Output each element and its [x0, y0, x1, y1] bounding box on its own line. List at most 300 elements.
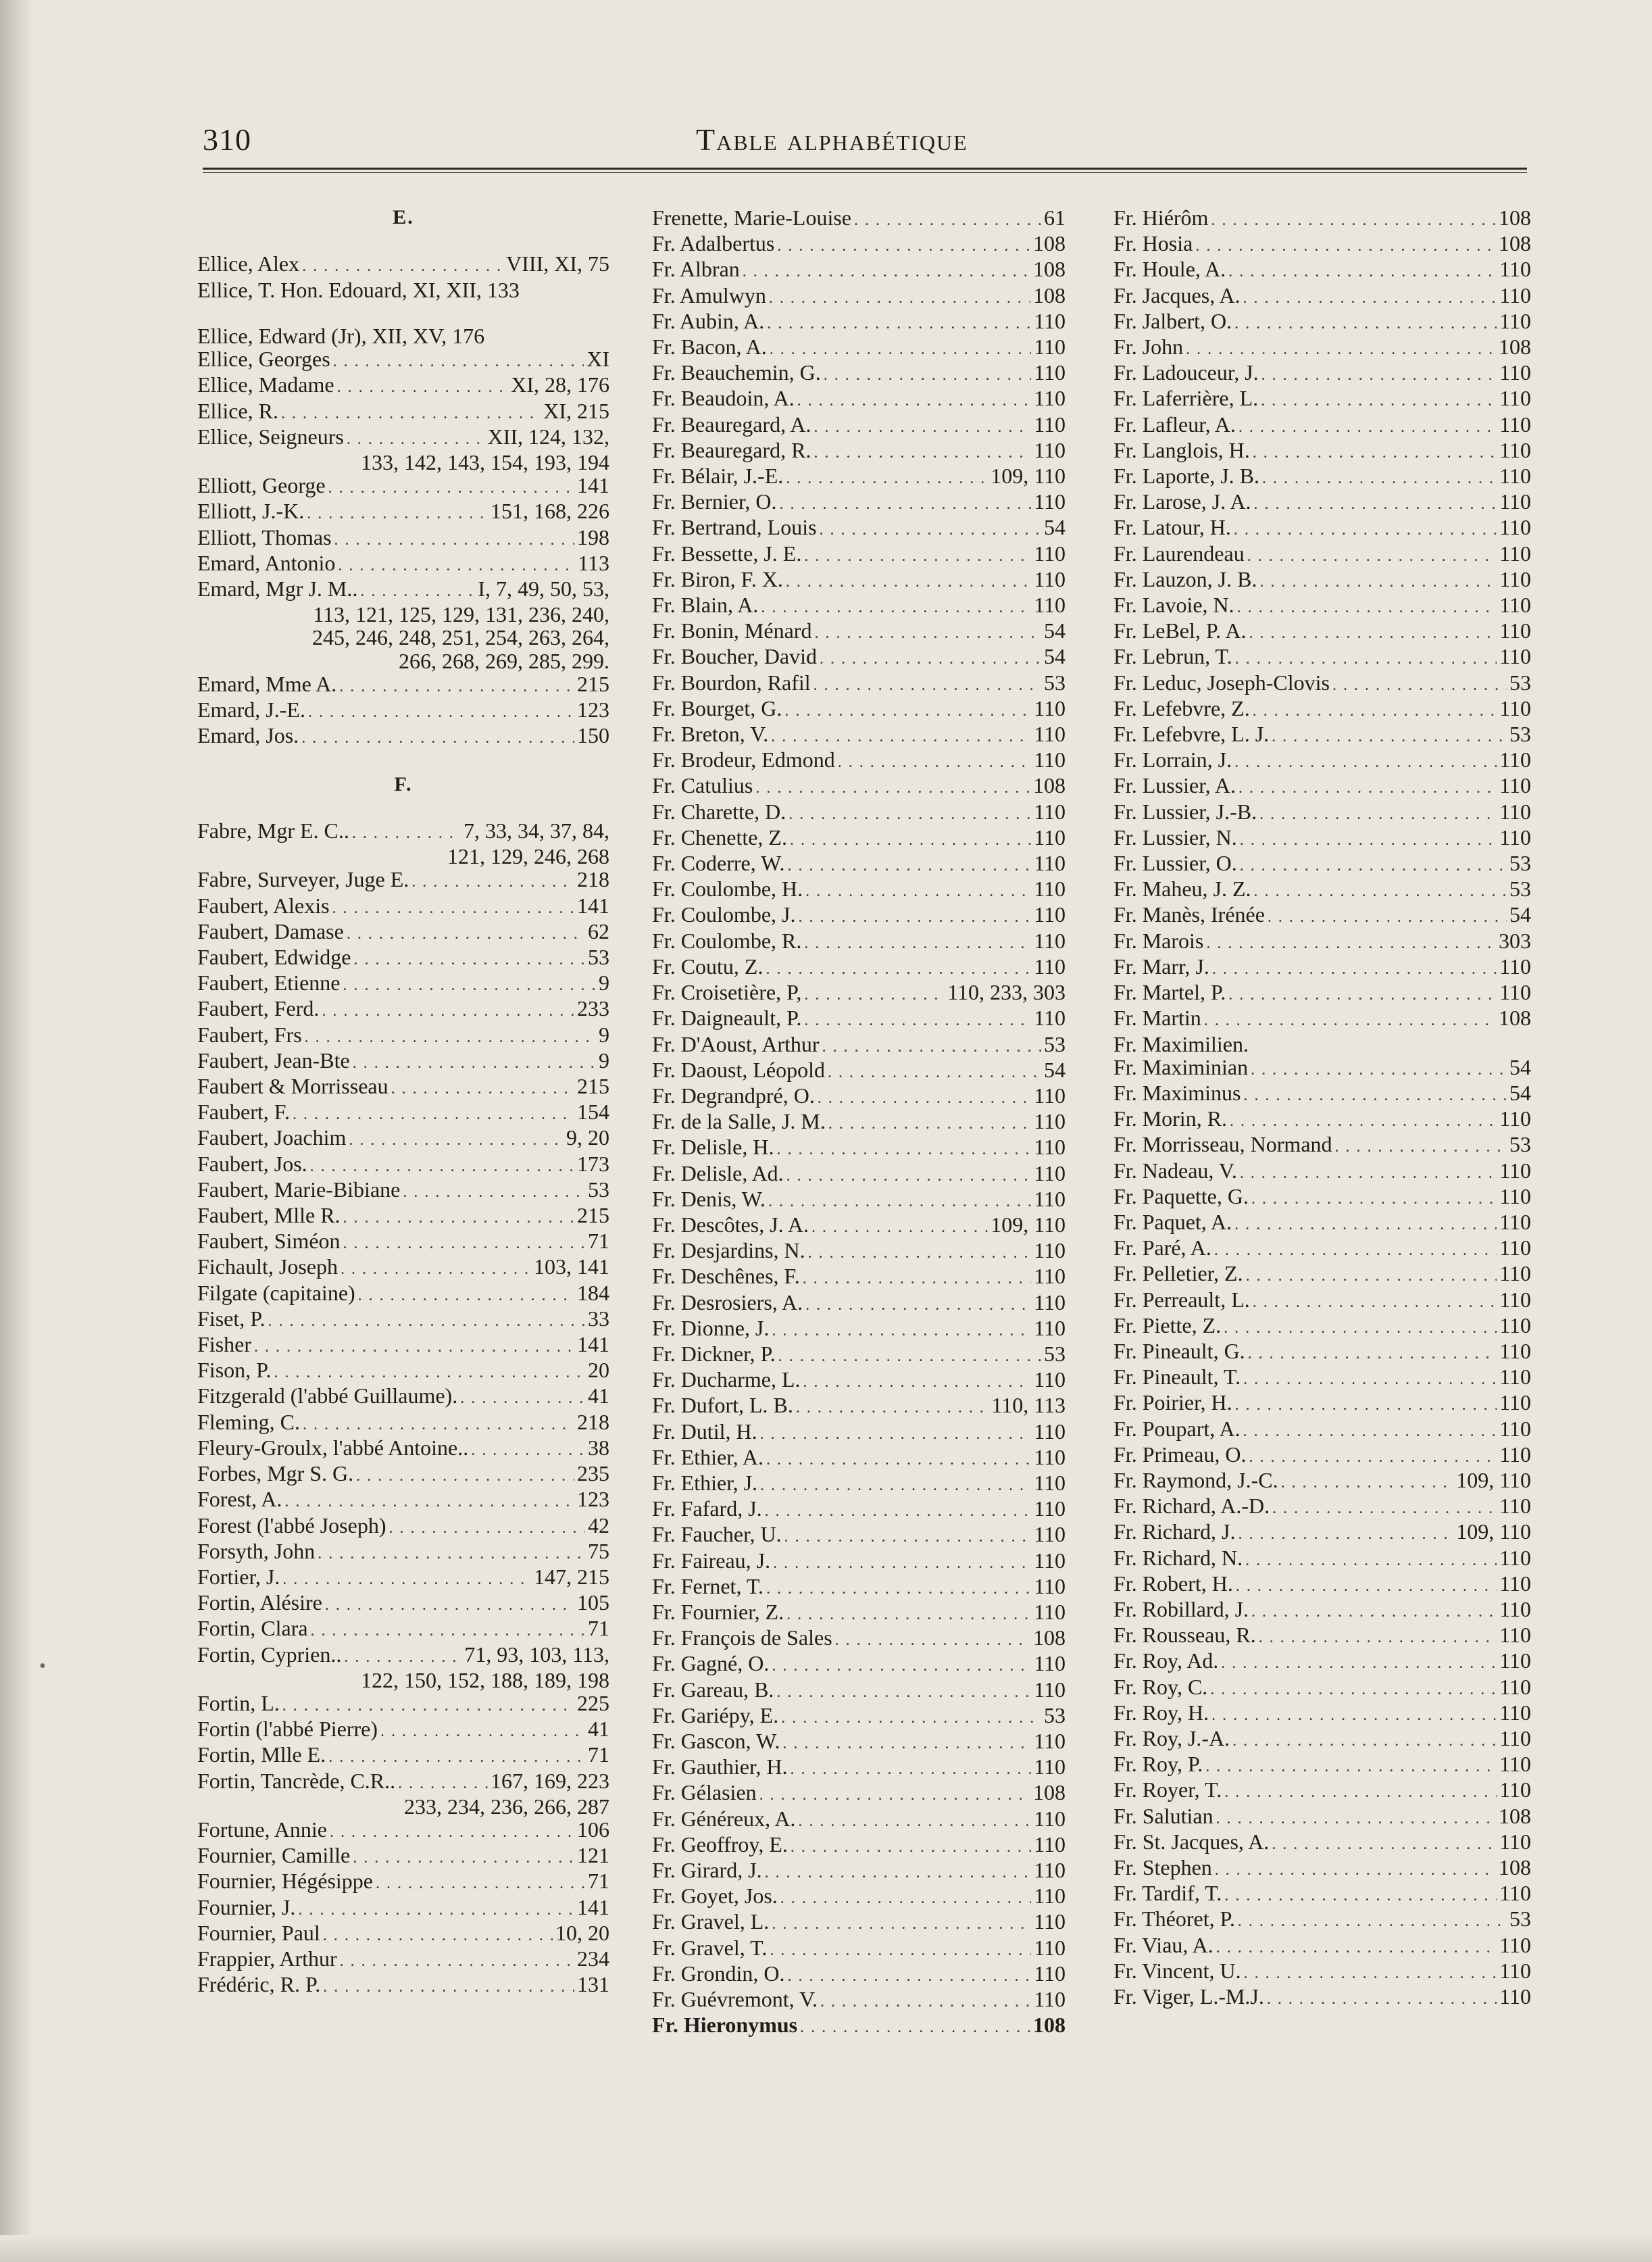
index-entry	[197, 252, 609, 278]
index-entry	[197, 1023, 609, 1049]
entry-pages: 110	[1499, 1597, 1531, 1621]
index-entry	[197, 1255, 609, 1281]
entry-pages: 75	[588, 1539, 609, 1563]
entry-name: Fortune, Annie	[197, 1817, 327, 1842]
entry-name: Fichault, Joseph	[197, 1255, 338, 1279]
dot-leader	[789, 803, 1031, 826]
entry-pages: I, 7, 49, 50, 53,	[478, 577, 609, 601]
dot-leader	[854, 209, 1041, 232]
dot-leader	[828, 1112, 1031, 1135]
entry-pages: 215	[577, 672, 609, 696]
entry-pages: 110	[1499, 619, 1531, 643]
entry-name: Fr. Geoffroy, E.	[652, 1832, 788, 1857]
entry-pages: 110	[1034, 1600, 1066, 1624]
entry-name: Fortin (l'abbé Pierre)	[197, 1717, 378, 1742]
entry-pages: 53	[1509, 722, 1531, 747]
entry-pages: 110	[1499, 1287, 1531, 1312]
entry-name: Fr. Girard, J.	[652, 1859, 762, 1882]
index-entry	[197, 1869, 609, 1895]
entry-name: Fr. Pelletier, Z.	[1113, 1262, 1243, 1286]
dot-leader	[328, 476, 574, 499]
entry-name: Fr. Ethier, A.	[652, 1445, 764, 1469]
entry-pages: 71, 93, 103, 113,	[464, 1642, 609, 1667]
entry-name: Fr. Manès, Irénée	[1113, 903, 1265, 927]
entry-continuation: 121, 129, 246, 268	[447, 844, 609, 869]
entry-pages: 303	[1499, 929, 1531, 953]
entry-name: Frédéric, R. P.	[197, 1973, 321, 1997]
entry-name: Faubert, Jean-Bte	[197, 1048, 350, 1073]
dot-leader	[1235, 647, 1497, 670]
entry-pages: 123	[577, 1487, 609, 1512]
dot-leader	[1221, 1652, 1497, 1675]
entry-pages: 110	[1034, 1755, 1066, 1779]
entry-pages: 110, 113	[991, 1394, 1066, 1418]
entry-name: Elliott, J.-K.	[197, 499, 305, 524]
index-entry	[1113, 981, 1531, 1006]
index-entry	[197, 1229, 609, 1255]
index-entry	[1113, 1262, 1531, 1287]
index-entry	[652, 1652, 1066, 1677]
entry-pages: 110	[1499, 516, 1531, 540]
entry-pages: 71	[588, 1617, 609, 1641]
index-entry	[1113, 1417, 1531, 1443]
entry-pages: 110	[1499, 1985, 1531, 2009]
entry-pages: 110	[1499, 257, 1531, 282]
index-entry	[652, 206, 1066, 232]
entry-pages: 71	[588, 1869, 609, 1894]
entry-name: Fr. Chenette, Z.	[652, 825, 787, 850]
dot-leader	[323, 1975, 574, 1998]
entry-name: Fr. Bourdon, Rafil	[652, 670, 811, 695]
dot-leader	[325, 1594, 574, 1617]
entry-pages: 110	[1499, 1726, 1531, 1750]
dot-leader	[1206, 932, 1496, 955]
index-entry	[652, 1084, 1066, 1110]
entry-name: Faubert, F.	[197, 1100, 290, 1125]
dot-leader	[1267, 1988, 1497, 2011]
entry-pages: 106	[577, 1817, 609, 1842]
dot-leader	[761, 596, 1031, 619]
dot-leader	[786, 467, 988, 490]
index-entry	[1113, 232, 1531, 257]
entry-name: Fr. Lussier, O.	[1113, 852, 1237, 876]
dot-leader	[743, 260, 1030, 283]
index-entry	[197, 1769, 609, 1795]
entry-name: Fr. Martel, P.	[1113, 981, 1226, 1005]
index-entry	[652, 1239, 1066, 1264]
entry-pages: XI, 215	[543, 399, 609, 423]
index-entry	[1113, 1365, 1531, 1391]
entry-name: Ellice, Alex	[197, 252, 300, 276]
index-entry	[652, 1833, 1066, 1859]
entry-pages: 110	[1499, 1778, 1531, 1802]
entry-name: Faubert, Jos.	[197, 1152, 307, 1176]
page-number: 310	[203, 122, 251, 157]
entry-pages: 53	[1044, 1342, 1066, 1366]
entry-pages: 108	[1033, 2013, 1066, 2038]
index-entry	[1113, 1107, 1531, 1133]
entry-name: Forsyth, John	[197, 1539, 316, 1563]
dot-leader	[835, 1629, 1030, 1652]
entry-name: Faubert, Damase	[197, 919, 344, 943]
entry-name: Fr. Guévremont, V.	[652, 1988, 818, 2012]
entry-pages: 110	[1034, 1239, 1066, 1263]
dot-leader	[804, 545, 1031, 568]
dot-leader	[779, 493, 1031, 516]
entry-name: Forest (l'abbé Joseph)	[197, 1513, 386, 1538]
index-entry	[652, 903, 1066, 929]
dot-leader	[1195, 235, 1496, 257]
entry-pages: 110	[1034, 1574, 1066, 1598]
entry-pages: 110	[1034, 309, 1066, 333]
entry-name: Emard, J.-E.	[197, 698, 305, 722]
index-entry	[197, 577, 609, 603]
index-entry	[1113, 1133, 1531, 1158]
dot-leader	[798, 1810, 1031, 1833]
index-entry	[652, 981, 1066, 1006]
dot-leader	[1259, 803, 1497, 826]
entry-pages: 110	[1034, 877, 1066, 902]
entry-name: Fr. Stephen	[1113, 1856, 1212, 1879]
entry-name: Fr. Primeau, O.	[1113, 1442, 1247, 1467]
entry-name: Fortier, J.	[197, 1565, 280, 1589]
entry-name: Fr. François de Sales	[652, 1626, 832, 1650]
entry-name: Fournier, Camille	[197, 1844, 351, 1868]
index-entry	[197, 324, 609, 347]
dot-leader	[338, 554, 575, 577]
index-entry	[197, 1717, 609, 1743]
entry-pages: 110	[1034, 1988, 1066, 2012]
blank-line	[197, 229, 609, 252]
scan-edge-shadow	[0, 0, 32, 2262]
entry-name: Fr. Catulius	[652, 774, 753, 798]
entry-pages: 110	[1499, 1494, 1531, 1519]
entry-pages: 110	[1034, 1729, 1066, 1753]
entry-pages: 123	[577, 698, 609, 722]
entry-name: Fr. Lussier, A.	[1113, 774, 1236, 798]
entry-name: Fr. Ethier, J.	[652, 1471, 758, 1495]
index-entry	[197, 1540, 609, 1565]
entry-pages: 110	[1034, 541, 1066, 566]
entry-name: Fr. Coulombe, H.	[652, 877, 803, 902]
entry-pages: 54	[1044, 1058, 1066, 1082]
index-entry	[197, 551, 609, 577]
dot-leader	[330, 1821, 574, 1844]
entry-pages: 41	[588, 1384, 609, 1408]
entry-pages: 108	[1033, 257, 1066, 282]
entry-name: Fr. Daigneault, P.	[652, 1006, 802, 1031]
entry-pages: 53	[1509, 1907, 1531, 1932]
dot-leader	[298, 1898, 574, 1921]
entry-name: Fr. D'Aoust, Arthur	[652, 1032, 820, 1056]
index-entry	[652, 1626, 1066, 1652]
entry-pages: 110	[1034, 1161, 1066, 1185]
index-entry	[652, 1110, 1066, 1135]
entry-name: Fr. Dionne, J.	[652, 1316, 770, 1340]
dot-leader	[782, 1732, 1031, 1755]
entry-name: Fr. Delisle, Ad.	[652, 1161, 784, 1185]
dot-leader	[766, 1577, 1031, 1600]
index-entry	[652, 284, 1066, 310]
dot-leader	[389, 1517, 585, 1540]
entry-name: Fr. Blain, A.	[652, 593, 759, 618]
margin-speck: •	[39, 1656, 46, 1677]
running-title: Table alphabétique	[696, 122, 968, 157]
entry-continuation: 113, 121, 125, 129, 131, 236, 240,	[313, 602, 609, 627]
entry-name: Fournier, J.	[197, 1895, 296, 1919]
entry-pages: 71	[588, 1229, 609, 1254]
index-entry	[652, 1058, 1066, 1084]
entry-name: Fr. Goyet, Jos.	[652, 1884, 778, 1909]
entry-pages: 234	[577, 1946, 609, 1971]
index-entry	[197, 1204, 609, 1229]
entry-pages: 110	[1034, 1419, 1066, 1444]
index-entry	[1113, 516, 1531, 541]
index-entry	[1113, 1056, 1531, 1081]
entry-name: Fr. Croisetière, P,	[652, 981, 802, 1005]
index-entry	[197, 1410, 609, 1436]
index-entry	[652, 413, 1066, 439]
entry-pages: 110	[1499, 1829, 1531, 1854]
index-entry	[197, 474, 609, 499]
entry-pages: 7, 33, 34, 37, 84,	[464, 819, 609, 843]
index-entry	[1113, 1778, 1531, 1804]
index-entry	[197, 1743, 609, 1769]
entry-name: Fr. Laurendeau	[1113, 541, 1245, 566]
index-entry	[1113, 619, 1531, 645]
entry-name: Fr. Nadeau, V.	[1113, 1158, 1237, 1183]
entry-name: Fr. Généreux, A.	[652, 1806, 796, 1831]
index-entry	[197, 868, 609, 893]
dot-leader	[784, 1525, 1032, 1548]
entry-pages: 110	[1499, 1313, 1531, 1337]
index-entry	[197, 1565, 609, 1591]
entry-name: Fr. Jalbert, O.	[1113, 309, 1232, 333]
dot-leader	[1245, 1549, 1497, 1572]
dot-leader	[1211, 209, 1496, 232]
index-entry	[1113, 284, 1531, 310]
entry-pages: XI	[586, 347, 609, 372]
dot-leader	[411, 870, 574, 893]
index-entry	[652, 387, 1066, 412]
index-entry	[1113, 1288, 1531, 1314]
dot-leader	[776, 1681, 1031, 1704]
index-entry	[652, 1368, 1066, 1394]
entry-pages: 215	[577, 1075, 609, 1099]
dot-leader	[1224, 1317, 1497, 1339]
index-entry	[1113, 568, 1531, 593]
index-entry	[197, 1358, 609, 1384]
entry-name: Fournier, Hégésippe	[197, 1869, 373, 1894]
dot-leader	[766, 1448, 1031, 1471]
index-entry	[197, 945, 609, 971]
entry-continuation: 245, 246, 248, 251, 254, 263, 264,	[312, 625, 609, 650]
index-entry	[1113, 1804, 1531, 1830]
entry-name: Faubert, Ferd.	[197, 997, 320, 1021]
entry-name: Faubert, Frs	[197, 1023, 302, 1047]
dot-leader	[770, 338, 1031, 361]
entry-pages: 110	[1034, 1936, 1066, 1960]
dot-leader	[1272, 725, 1507, 748]
entry-name: Fr. Lafleur, A.	[1113, 412, 1236, 437]
entry-pages: 121	[577, 1844, 609, 1868]
entry-name: Forbes, Mgr S. G.	[197, 1462, 354, 1486]
entry-pages: 225	[577, 1691, 609, 1715]
dot-leader	[804, 1009, 1031, 1032]
dot-leader	[358, 1284, 574, 1307]
dot-leader	[797, 389, 1032, 412]
index-entry	[1113, 1006, 1531, 1032]
dot-leader	[1272, 1833, 1497, 1856]
entry-name: Fr. Langlois, H.	[1113, 438, 1250, 462]
entry-name: Fr. de la Salle, J. M.	[652, 1110, 826, 1134]
entry-pages: 108	[1499, 1856, 1531, 1879]
entry-pages: 54	[1509, 903, 1531, 927]
entry-pages: 109, 110	[991, 464, 1066, 489]
entry-name: Fr. Gariépy, E.	[652, 1703, 779, 1727]
entry-pages: 110	[1034, 1859, 1066, 1882]
dot-leader	[791, 1836, 1031, 1859]
entry-pages: 147, 215	[534, 1565, 609, 1589]
entry-pages: 108	[1499, 232, 1531, 256]
index-entry	[652, 1755, 1066, 1781]
index-entry	[652, 1988, 1066, 2013]
entry-pages: 110	[1034, 361, 1066, 385]
entry-pages: 110	[1034, 1006, 1066, 1031]
index-entry	[1113, 1236, 1531, 1262]
entry-name: Fr. Martin	[1113, 1006, 1201, 1031]
dot-leader	[1236, 1575, 1497, 1598]
dot-leader	[1212, 958, 1497, 981]
entry-pages: 110	[1034, 567, 1066, 591]
entry-pages: XII, 124, 132,	[487, 424, 609, 449]
entry-name: Fr. Biron, F. X.	[652, 567, 783, 591]
index-entry	[652, 1342, 1066, 1368]
index-entry	[1113, 1185, 1531, 1210]
dot-leader	[811, 1216, 988, 1239]
index-entry	[652, 516, 1066, 541]
index-entry	[197, 698, 609, 724]
entry-name: Fr. Larose, J. A.	[1113, 490, 1251, 514]
index-entry	[197, 819, 609, 845]
entry-name: Fr. Coderre, W.	[652, 852, 785, 876]
dot-leader	[1251, 1600, 1497, 1623]
entry-pages: 53	[1509, 877, 1531, 902]
entry-name: Fr. Bertrand, Louis	[652, 516, 817, 540]
index-entry	[197, 1947, 609, 1973]
entry-pages: 110	[1034, 1832, 1066, 1857]
entry-pages: 110	[1034, 490, 1066, 514]
dot-leader	[403, 1181, 585, 1204]
dot-leader	[786, 570, 1031, 593]
index-entry	[197, 1384, 609, 1410]
dot-leader	[1259, 570, 1497, 593]
entry-name: Fr. Gélasien	[652, 1781, 757, 1805]
entry-name: Fr. Brodeur, Edmond	[652, 748, 835, 772]
dot-leader	[328, 1746, 585, 1769]
entry-pages: 10, 20	[555, 1921, 609, 1945]
dot-leader	[1238, 1910, 1507, 1933]
index-entry	[1113, 1546, 1531, 1572]
entry-name: Fr. Paquette, G.	[1113, 1184, 1249, 1208]
index-entry	[652, 1187, 1066, 1213]
entry-name: Fr. Vincent, U.	[1113, 1959, 1241, 1983]
entry-pages: 154	[577, 1100, 609, 1125]
entry-name: Fortin, Alésire	[197, 1591, 322, 1615]
dot-leader	[343, 1232, 585, 1255]
blank-line	[197, 796, 609, 819]
index-entry	[652, 671, 1066, 697]
entry-name: Fr. Marr, J.	[1113, 954, 1209, 979]
entry-pages: 110	[1499, 567, 1531, 591]
entry-pages: 53	[588, 1177, 609, 1202]
dot-leader	[1234, 312, 1497, 335]
dot-leader	[1214, 1239, 1497, 1262]
dot-leader	[768, 1190, 1031, 1213]
entry-pages: 110	[1499, 1339, 1531, 1363]
entry-name: Fortin, Clara	[197, 1617, 308, 1641]
entry-name: Fr. Gagné, O.	[652, 1652, 770, 1676]
entry-name: Fr. Marois	[1113, 929, 1204, 953]
entry-name: Fr. Bacon, A.	[652, 335, 767, 360]
index-entry	[197, 1307, 609, 1333]
entry-pages: 110	[1499, 1417, 1531, 1441]
dot-leader	[778, 1345, 1041, 1368]
entry-name: Fr. Laferrière, L.	[1113, 387, 1259, 411]
entry-pages: 218	[577, 1410, 609, 1434]
dot-leader	[460, 1387, 585, 1410]
dot-leader	[380, 1720, 585, 1743]
entry-pages: 173	[577, 1152, 609, 1176]
dot-leader	[311, 1619, 585, 1642]
entry-pages: 110	[1034, 1368, 1066, 1392]
entry-pages: 71	[588, 1743, 609, 1767]
entry-pages: 9	[599, 1023, 609, 1047]
dot-leader	[353, 1052, 596, 1075]
index-entry	[652, 490, 1066, 516]
dot-leader	[354, 948, 586, 971]
entry-name: Fr. Laporte, J. B.	[1113, 464, 1259, 489]
index-entry	[197, 425, 609, 451]
dot-leader	[1251, 1058, 1507, 1081]
index-entry	[197, 1973, 609, 1998]
entry-pages: 110	[1499, 774, 1531, 798]
index-entry	[652, 955, 1066, 981]
entry-name: Fr. Aubin, A.	[652, 309, 765, 333]
entry-pages: 110	[1499, 464, 1531, 489]
entry-pages: 110	[1034, 1135, 1066, 1160]
entry-name: Ellice, Edward (Jr), XII, XV, 176	[197, 324, 485, 348]
entry-pages: 110	[1034, 1445, 1066, 1469]
entry-name: Fr. Lebrun, T.	[1113, 645, 1232, 669]
dot-leader	[760, 1474, 1031, 1497]
index-entry	[1113, 1469, 1531, 1494]
index-entry	[1113, 1752, 1531, 1778]
entry-name: Fr. Latour, H.	[1113, 516, 1231, 540]
entry-pages: 108	[1033, 232, 1066, 256]
entry-name: Fr. Gauthier, H.	[652, 1755, 788, 1779]
entry-pages: 110	[1499, 1700, 1531, 1725]
entry-name: Faubert, Mlle R.	[197, 1204, 341, 1228]
dot-leader	[767, 312, 1031, 335]
entry-pages: 198	[577, 525, 609, 549]
dot-leader	[333, 350, 584, 373]
index-entry	[652, 1859, 1066, 1884]
dot-leader	[796, 1396, 988, 1419]
entry-name: Fortin, Mlle E.	[197, 1743, 326, 1767]
entry-name: Fr. Lauzon, J. B.	[1113, 567, 1257, 591]
entry-name: Ellice, Georges	[197, 347, 330, 372]
